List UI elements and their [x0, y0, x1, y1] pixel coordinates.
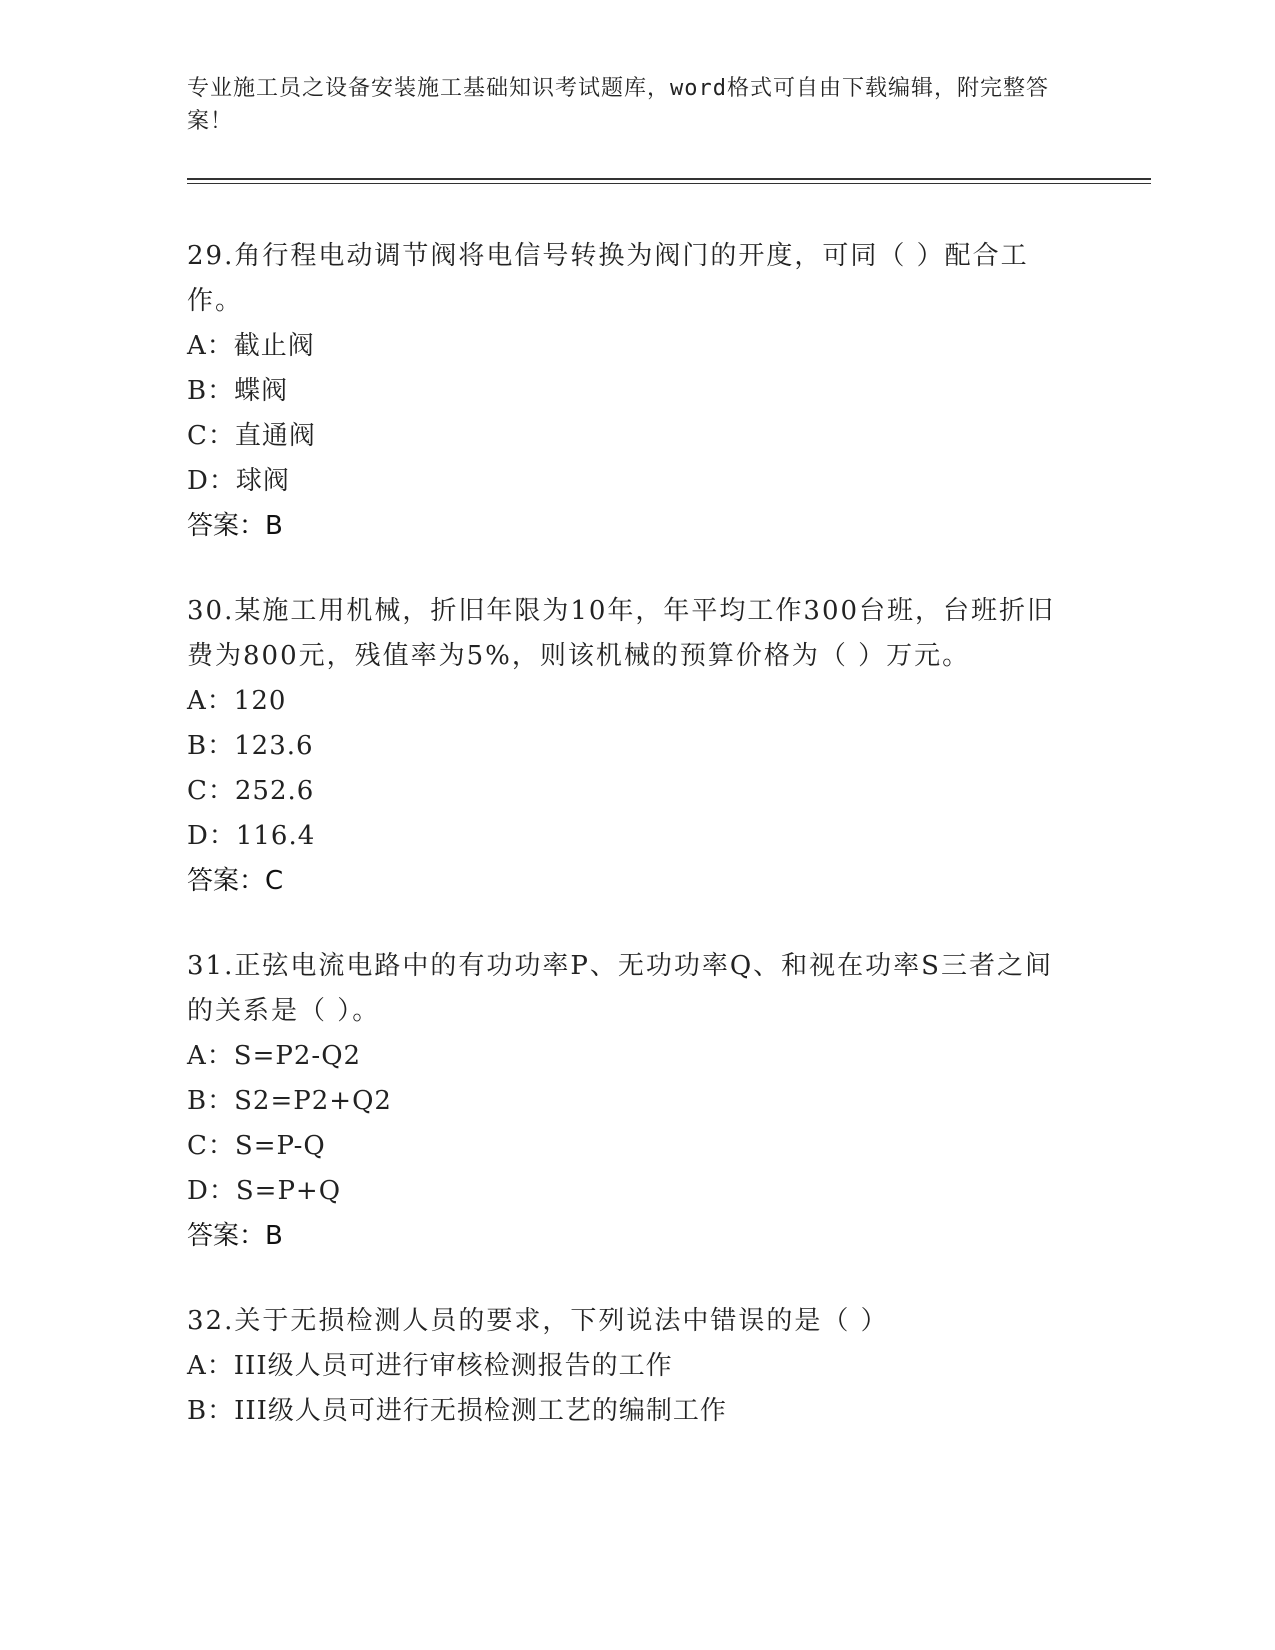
question-29: [187, 234, 1067, 549]
option-a: A：120: [187, 686, 287, 716]
question-stem: 32.关于无损检测人员的要求，下列说法中错误的是（ ）: [187, 1306, 889, 1336]
question-stem: 31.正弦电流电路中的有功功率P、无功功率Q、和视在功率S三者之间的关系是（ ）。: [187, 951, 1053, 1026]
question-32: [187, 1299, 1067, 1434]
question-list: [187, 234, 1067, 1474]
option-c: C：252.6: [187, 776, 315, 806]
answer-line: [187, 504, 1067, 549]
answer-line: [187, 859, 1067, 904]
option-a: A：S=P2-Q2: [187, 1041, 362, 1071]
option-b: B：蝶阀: [187, 376, 289, 406]
answer-value: B: [265, 1221, 283, 1251]
header-divider-thin: [187, 183, 1151, 184]
question-stem: 30.某施工用机械，折旧年限为10年，年平均工作300台班，台班折旧费为800元，残值率为5%，则该机械的预算价格为（ ）万元。: [187, 596, 1056, 671]
option-a: A：III级人员可进行审核检测报告的工作: [187, 1351, 673, 1381]
option-d: D：116.4: [187, 821, 316, 851]
option-d: D：球阀: [187, 466, 290, 496]
header-divider-thick: [187, 178, 1151, 180]
option-b: B：123.6: [187, 731, 314, 761]
document-header: 专业施工员之设备安装施工基础知识考试题库，word格式可自由下载编辑，附完整答案！: [187, 76, 1049, 134]
answer-value: B: [265, 511, 283, 541]
answer-label: 答案：: [187, 866, 266, 896]
answer-value: C: [265, 866, 284, 896]
option-b: B：S2=P2+Q2: [187, 1086, 392, 1116]
question-31: [187, 944, 1067, 1259]
question-stem: 29.角行程电动调节阀将电信号转换为阀门的开度，可同（ ）配合工作。: [187, 241, 1029, 316]
answer-label: 答案：: [187, 1221, 266, 1251]
option-c: C：直通阀: [187, 421, 316, 451]
answer-label: 答案：: [187, 511, 266, 541]
option-d: D：S=P+Q: [187, 1176, 342, 1206]
option-c: C：S=P-Q: [187, 1131, 326, 1161]
answer-line: [187, 1214, 1067, 1259]
option-b: B：III级人员可进行无损检测工艺的编制工作: [187, 1396, 727, 1426]
option-a: A：截止阀: [187, 331, 315, 361]
question-30: [187, 589, 1067, 904]
